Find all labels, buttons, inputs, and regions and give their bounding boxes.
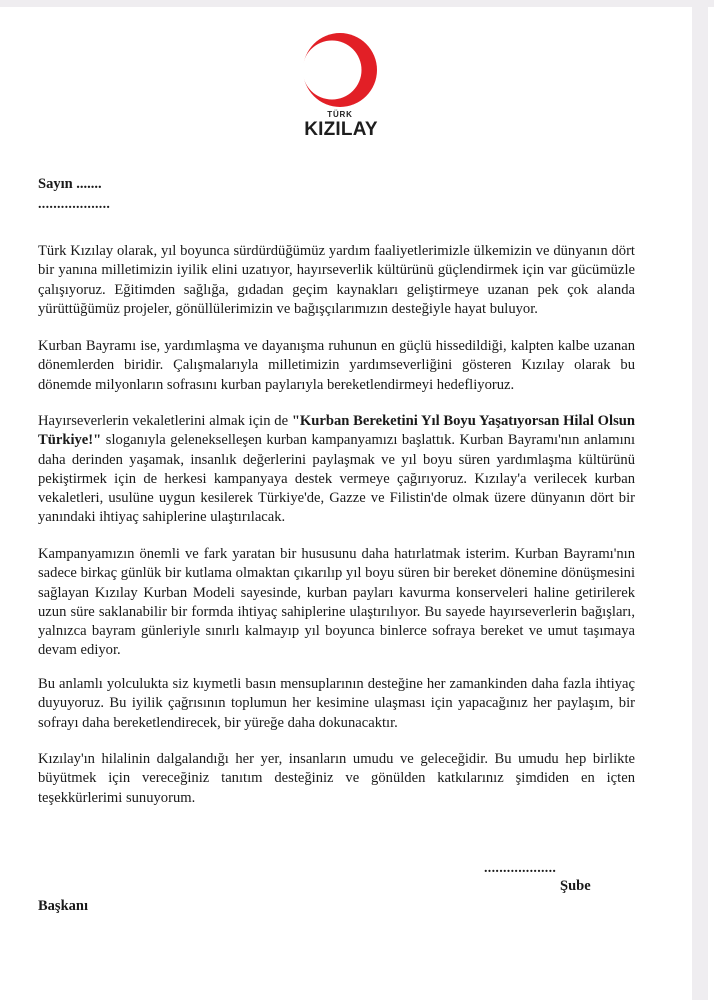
- turk-kizilay-logo: [300, 30, 380, 145]
- signature-branch: Şube: [560, 878, 591, 894]
- paragraph-text: Kurban Bayramı ise, yardımlaşma ve dayanışma ruhunun en güçlü hissedildiği, kalpten kalbe uzanan dönemlerden biridir. Çalışmalarıyla milletimizin yardımseverliğini gösteren Kızılay olarak bu dönemde milyonların sofrasını kurban paylarıyla bereketlendirmeyi hedefliyoruz.: [38, 338, 635, 393]
- paragraph-text: Kampanyamızın önemli ve fark yaratan bir hususunu daha hatırlatmak isterim. Kurban Bayramı'nın sadece birkaç günlük bir kutlama olmaktan çıkarılıp yıl boyu süren bir bereket dönemine dönüşmesini sağlayan Kızılay Kurban Modeli sayesinde, kurban payları kavurma konserveleri haline getirilerek uzun süre saklanabilir bir formda ihtiyaç sahiplerine ulaştırılıyor. Bu sayede hayırseverlerin bağışları, yalnızca bayram günleriyle sınırlı kalmayıp yıl boyunca binlerce sofraya bereket ve umut taşımaya devam ediyor.: [38, 546, 635, 659]
- paragraph-text: [38, 412, 635, 528]
- campaign-slogan: "Kurban Bereketini Yıl Boyu Yaşatıyorsan Hilal Olsun Türkiye!": [38, 413, 635, 449]
- paragraph-text-intro: Hayırseverlerin vekaletlerini almak için de: [38, 413, 292, 429]
- paragraph-5: [38, 675, 635, 733]
- paragraph-text: Bu anlamlı yolculukta siz kıymetli basın mensuplarının desteğine her zamankinden daha fazla ihtiyaç duyuyoruz. Bu iyilik çağrısının toplumun her kesimine ulaşması için yapacağınız her paylaşım, bir sofrayı daha bereketlendirecek, bir yüreğe daha dokunacaktır.: [38, 676, 635, 731]
- background-right-strip: [692, 0, 708, 1000]
- recipient-placeholder-dots: ...................: [38, 197, 111, 212]
- signature-title: Başkanı: [38, 898, 88, 914]
- red-crescent-icon: [303, 30, 377, 110]
- paragraph-2: [38, 337, 635, 395]
- paragraph-1: [38, 242, 635, 319]
- paragraph-text: Kızılay'ın hilalinin dalgalandığı her yer, insanların umudu ve geleceğidir. Bu umudu hep birlikte büyütmek için vereceğiniz tanıtım desteğiniz ve gönülden katkılarınız şimdiden en içten teşekkürlerimi sunuyorum.: [38, 751, 635, 806]
- paragraph-text: Türk Kızılay olarak, yıl boyunca sürdürdüğümüz yardım faaliyetlerimizle ülkemizin ve dünyanın dört bir yanına milletimizin iyilik elini uzatıyor, hayırseverlik kültürünü güçlendirmek için var gücümüzle çalışıyoruz. Eğitimden sağlığa, gıdadan geçim kaynakları geliştirmeye uzanan pek çok alanda yürüttüğümüz projeler, gönüllülerimizin ve bağışçılarımızın desteğiyle hayat buluyor.: [38, 243, 635, 317]
- paragraph-3: [38, 412, 635, 528]
- background-top-strip: [0, 0, 714, 7]
- logo-text-turk: TÜRK: [327, 110, 353, 119]
- paragraph-text-rest: sloganıyla gelenekselleşen kurban kampanyamızı başlattık. Kurban Bayramı'nın anlamını daha derinden yaşamak, insanlık değerlerini paylaşmak ve yıl boyu süren yardımlaşma kültürünü pekiştirmek için de herkesi kampanyaya destek vermeye çağırıyoruz. Kızılay'a verilecek kurban vekaletleri, usulüne uygun kesilerek Türkiye'de, Gazze ve Filistin'de olmak üzere dünyanın dört bir yanındaki ihtiyaç sahiplerine ulaştırılacak.: [38, 432, 635, 526]
- paragraph-4: [38, 545, 635, 661]
- signature-placeholder-dots: ...................: [484, 861, 557, 876]
- salutation: Sayın .......: [38, 176, 102, 192]
- paragraph-6: [38, 750, 635, 808]
- logo-text-kizilay: KIZILAY: [304, 119, 378, 140]
